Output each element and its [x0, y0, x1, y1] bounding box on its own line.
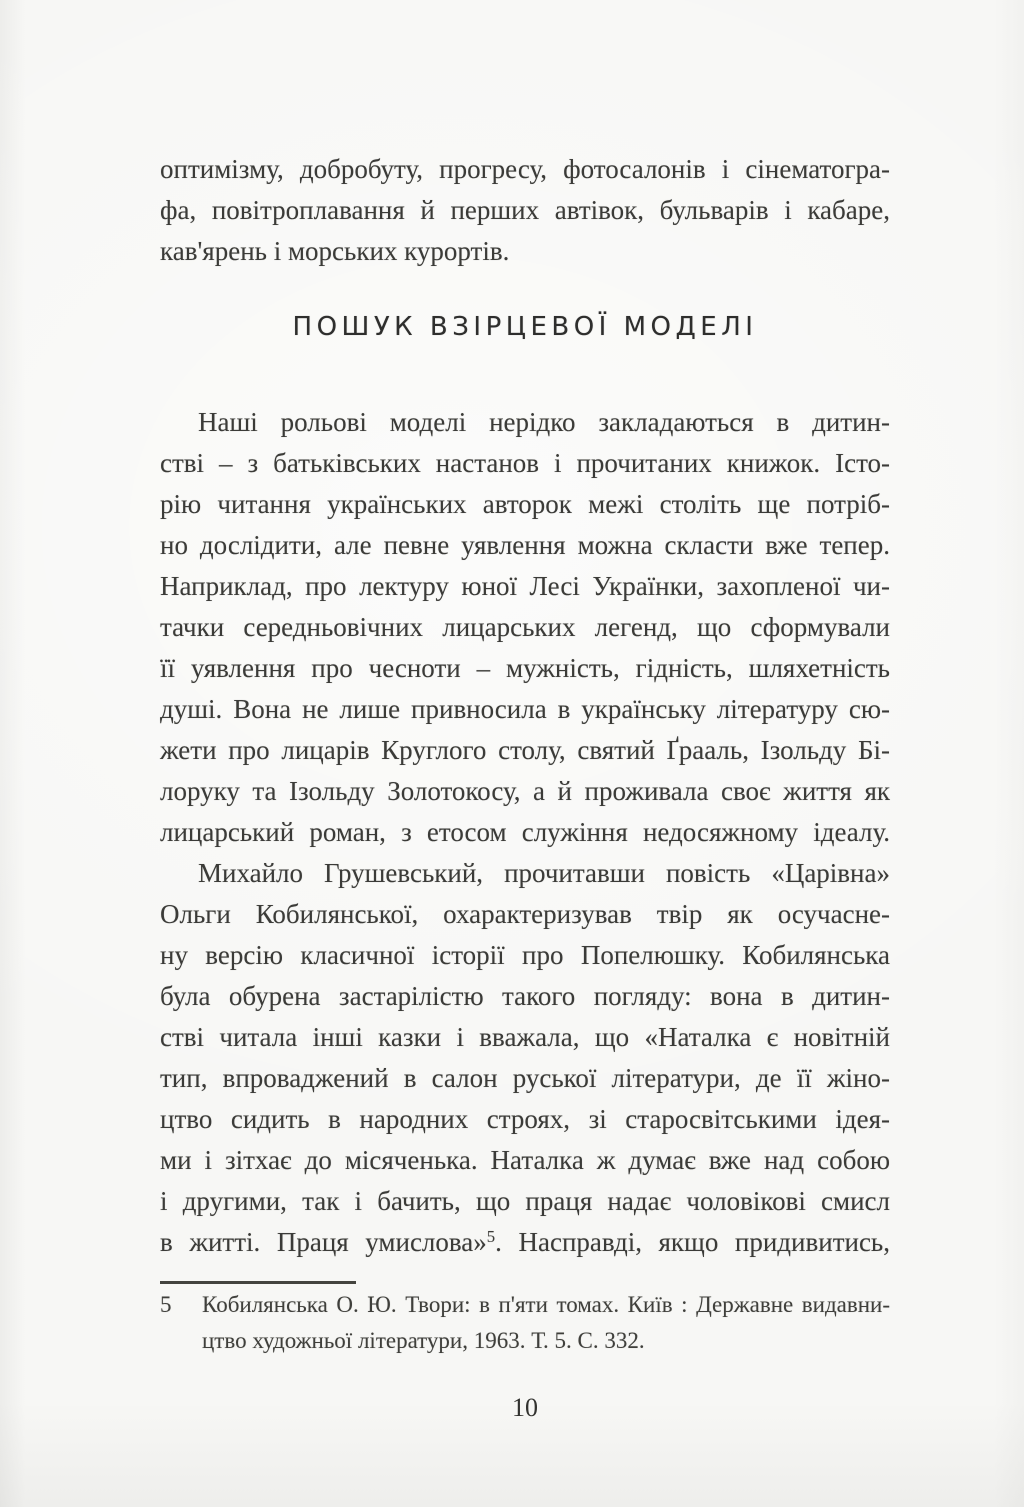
paragraph-line: но дослідити, але певне уявлення можна скласти вже тепер.	[160, 530, 890, 560]
footnote-line: цтво художньої літератури, 1963. Т. 5. С. 332.	[202, 1328, 645, 1353]
paragraph-line: ну версію класичної історії про Попелюшку. Кобилянська	[160, 940, 890, 970]
paragraph-line: ми і зітхає до місяченька. Наталка ж думає вже над собою	[160, 1145, 890, 1175]
paragraph-line: лицарський роман, з етосом служіння недосяжному ідеалу.	[160, 817, 890, 847]
paragraph-line: душі. Вона не лише привносила в українську літературу сю-	[160, 694, 890, 724]
paragraph-line: цтво сидить в народних строях, зі старосвітськими ідея-	[160, 1104, 890, 1134]
paragraph-line: кав'ярень і морських курортів.	[160, 236, 510, 266]
line-text-before-ref: в житті. Праця умислова»	[160, 1227, 487, 1257]
paragraph-line: оптимізму, добробуту, прогресу, фотосалонів і сінематогра-	[160, 154, 890, 184]
paragraph-line: рію читання українських авторок межі століть ще потріб-	[160, 489, 890, 519]
text-block	[160, 0, 890, 1507]
paragraph-line: Наприклад, про лектуру юної Лесі Українки, захопленої чи-	[160, 571, 890, 601]
paragraph-line: і другими, так і бачить, що праця надає чоловікові смисл	[160, 1186, 890, 1216]
paragraph-line: стві читала інші казки і вважала, що «Наталка є новітній	[160, 1022, 890, 1052]
paragraph-line: Наші рольові моделі нерідко закладаються в дитин-	[198, 407, 890, 437]
paragraph-line: Михайло Грушевський, прочитавши повість «Царівна»	[198, 858, 890, 888]
footnote	[160, 1287, 890, 1359]
paragraph-line: жети про лицарів Круглого столу, святий Ґрааль, Ізольду Бі-	[160, 735, 890, 765]
paragraph-line: її уявлення про чесноти – мужність, гідність, шляхетність	[160, 653, 890, 683]
line-text-after-ref: . Насправді, якщо придивитись,	[495, 1227, 890, 1257]
paragraph-line: тачки середньовічних лицарських легенд, що сформували	[160, 612, 890, 642]
footnote-line: Кобилянська О. Ю. Твори: в п'яти томах. Київ : Державне видавни-	[202, 1292, 890, 1317]
footnote-rule	[160, 1281, 356, 1284]
footnote-text	[202, 1287, 890, 1359]
section-heading: ПОШУК ВЗІРЦЕВОЇ МОДЕЛІ	[292, 312, 758, 342]
paragraph-line: була обурена застарілістю такого погляду: вона в дитин-	[160, 981, 890, 1011]
models-paragraph	[160, 402, 890, 853]
footnote-marker: 5	[160, 1292, 172, 1317]
paragraph-line: Ольги Кобилянської, охарактеризував твір як осучасне-	[160, 899, 890, 929]
paragraph-line-with-footnote-ref	[160, 1222, 890, 1263]
intro-paragraph	[160, 149, 890, 272]
paragraph-line: фа, повітроплавання й перших автівок, бульварів і кабаре,	[160, 195, 890, 225]
paragraph-line: стві – з батьківських настанов і прочитаних книжок. Істо-	[160, 448, 890, 478]
hrushevsky-paragraph	[160, 853, 890, 1263]
paragraph-line: тип, впроваджений в салон руської літератури, де її жіно-	[160, 1063, 890, 1093]
footnote-reference: 5	[486, 1227, 496, 1246]
paragraph-line: лоруку та Ізольду Золотокосу, а й проживала своє життя як	[160, 776, 890, 806]
page-number: 10	[512, 1393, 538, 1422]
